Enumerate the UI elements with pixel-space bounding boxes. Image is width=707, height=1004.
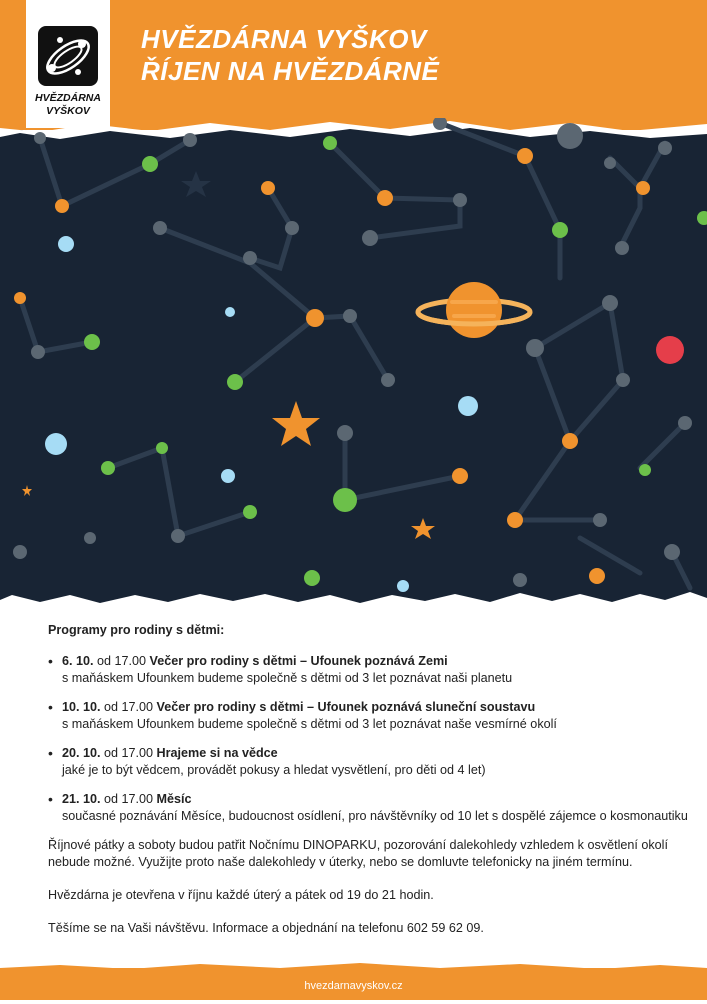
program-content [48,622,688,953]
event-list [48,653,688,825]
event-description: s maňáskem Ufounkem budeme společně s dětmi od 3 let poznávat naši planetu [62,671,513,685]
page-title: HVĚZDÁRNA VYŠKOV [141,24,427,54]
event-time: od 17.00 [97,654,147,668]
opening-hours: Hvězdárna je otevřena v říjnu každé úterý a pátek od 19 do 21 hodin. [48,888,434,902]
footer [0,968,707,1000]
website-link[interactable]: hvezdarnavyskov.cz [304,980,403,992]
event-time: od 17.00 [104,792,154,806]
event-title: Měsíc [156,792,192,806]
logo-line-2: VYŠKOV [46,105,90,117]
event-date: 21. 10. [62,792,101,806]
event-description: jaké je to být vědcem, provádět pokusy a hledat vysvětlení, pro děti od 4 let) [62,763,486,777]
list-item [48,699,688,733]
event-date: 10. 10. [62,700,101,714]
event-description: s maňáskem Ufounkem budeme společně s dětmi od 3 let poznávat naše vesmírné okolí [62,717,557,731]
event-title: Večer pro rodiny s dětmi – Ufounek poznává Zemi [149,654,448,668]
section-heading: Programy pro rodiny s dětmi: [48,623,225,637]
header-banner [0,0,707,130]
event-title: Hrajeme si na vědce [156,746,278,760]
night-sky-illustration [0,118,707,610]
event-title: Večer pro rodiny s dětmi – Ufounek poznává sluneční soustavu [156,700,536,714]
event-time: od 17.00 [104,746,154,760]
list-item [48,653,688,687]
list-item [48,745,688,779]
event-date: 20. 10. [62,746,101,760]
page-subtitle: ŘÍJEN NA HVĚZDÁRNĚ [141,56,440,86]
event-date: 6. 10. [62,654,94,668]
list-item [48,791,688,825]
logo-line-1: HVĚZDÁRNA [35,92,101,104]
dinopark-notice: Říjnové pátky a soboty budou patřit Nočnímu DINOPARKU, pozorování dalekohledy vzhledem k osvětlení okolí nebude možné. Využijte proto naše dalekohledy v úterky, nebo se domluvte telefonicky na jiném termínu. [48,838,668,869]
contact-info: Těšíme se na Vaši návštěvu. Informace a objednání na telefonu 602 59 62 09. [48,921,484,935]
event-description: současné poznávání Měsíce, budoucnost osídlení, pro návštěvníky od 10 let s dospělé zájemce o kosmonautiku [62,809,688,823]
event-time: od 17.00 [104,700,154,714]
observatory-logo-icon [38,26,98,86]
logo[interactable] [26,0,110,128]
